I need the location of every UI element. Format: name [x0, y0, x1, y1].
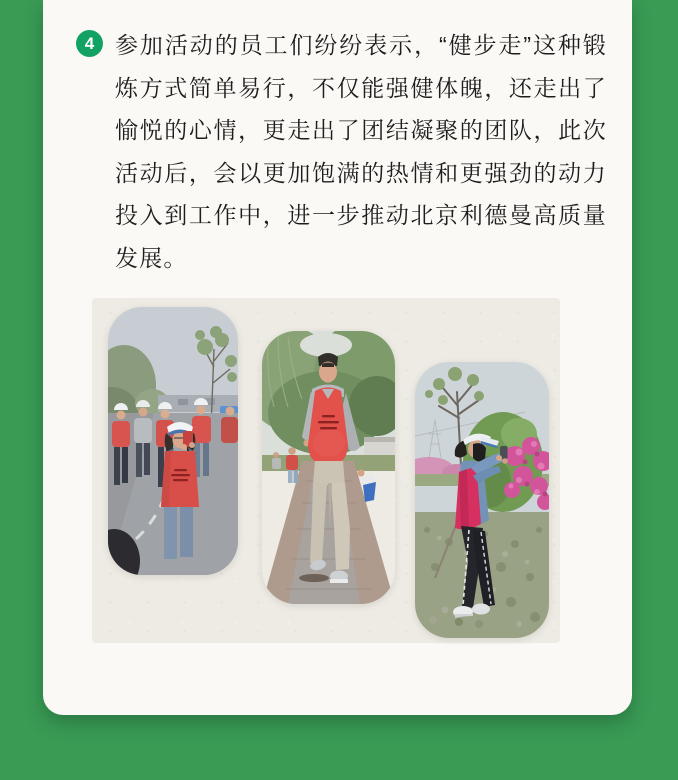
photo-group-walking-illustration — [108, 307, 238, 575]
photo-man-walking[interactable] — [262, 331, 395, 604]
article-card — [43, 0, 632, 715]
paragraph-text: 参加活动的员工们纷纷表示，“健步走”这种锻炼方式简单易行，不仅能强健体魄，还走出了愉悦的心情，更走出了团结凝聚的团队，此次活动后，会以更加饱满的热情和更强劲的动力投入到工作中，进一步推动北京利德曼高质量发展。 — [115, 32, 607, 271]
photo-woman-flowers-illustration — [415, 362, 549, 638]
photo-group-walking[interactable] — [108, 307, 238, 575]
paragraph-number: 4 — [84, 34, 95, 53]
photo-man-walking-illustration — [262, 331, 395, 604]
photo-woman-flowers[interactable] — [415, 362, 549, 638]
paragraph-number-badge — [76, 30, 103, 57]
